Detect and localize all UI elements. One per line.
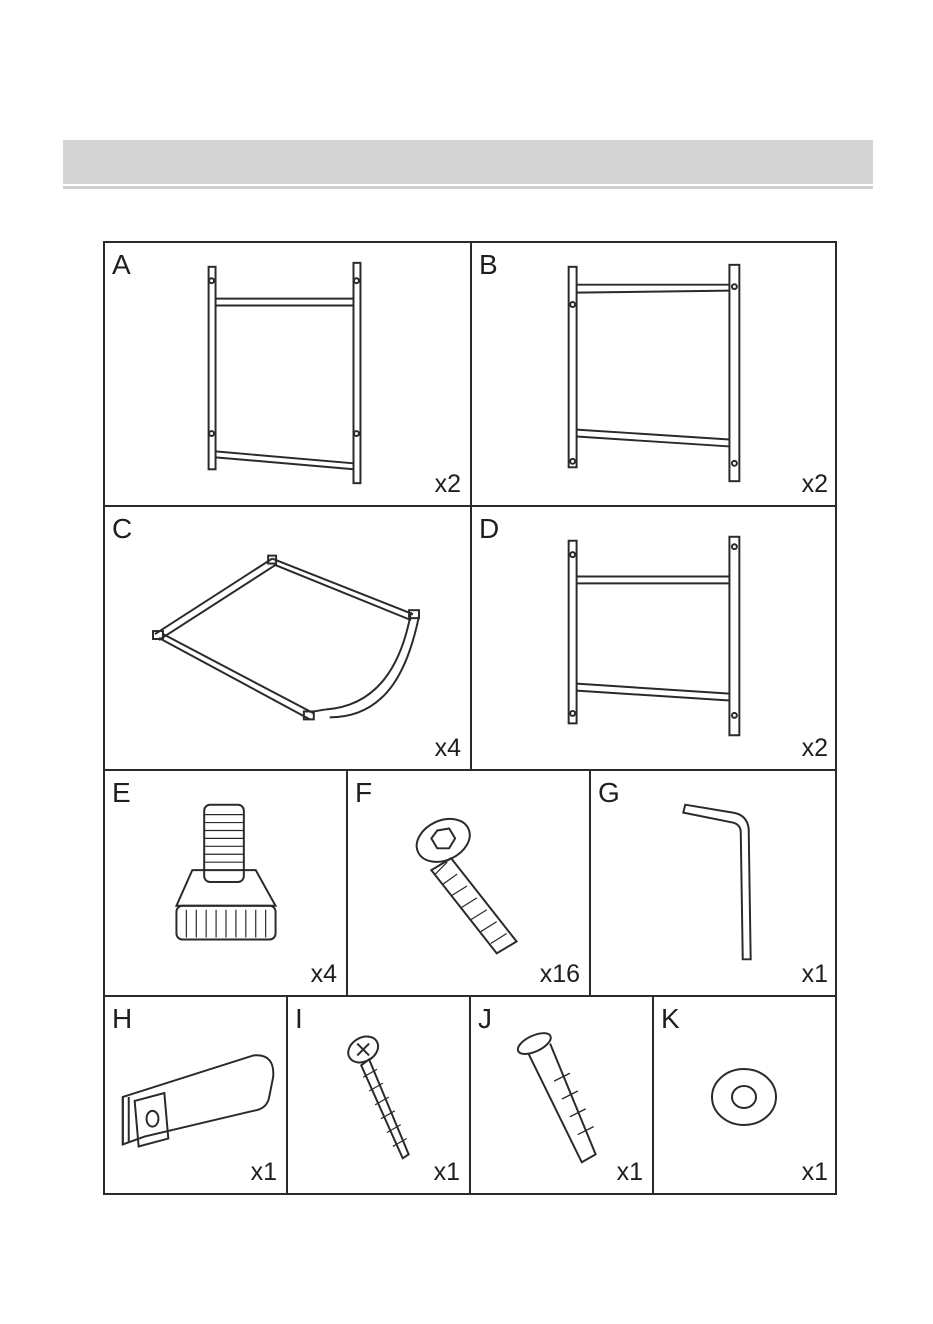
part-quantity: x2 xyxy=(801,470,828,498)
part-quantity: x1 xyxy=(801,960,828,988)
header-bar xyxy=(63,140,873,184)
part-letter: F xyxy=(355,777,373,808)
part-letter: K xyxy=(661,1003,680,1034)
parts-grid xyxy=(103,241,837,1195)
curved-frame-icon xyxy=(105,507,470,769)
part-cell-d xyxy=(472,507,837,771)
part-letter: J xyxy=(478,1003,492,1034)
part-letter: G xyxy=(598,777,620,808)
part-cell-k xyxy=(654,997,837,1193)
part-cell-i xyxy=(288,997,471,1193)
frame-panel-icon xyxy=(472,243,837,505)
part-cell-j xyxy=(471,997,654,1193)
part-quantity: x4 xyxy=(310,960,337,988)
part-letter: E xyxy=(112,777,131,808)
part-quantity: x1 xyxy=(616,1158,643,1186)
frame-panel-icon xyxy=(105,243,470,505)
part-letter: A xyxy=(112,249,131,280)
part-letter: H xyxy=(112,1003,133,1034)
part-cell-f xyxy=(348,771,591,997)
part-cell-e xyxy=(105,771,348,997)
frame-panel-icon xyxy=(472,507,837,769)
part-cell-b xyxy=(472,243,837,507)
header-rule xyxy=(63,186,873,189)
part-cell-c xyxy=(105,507,472,771)
part-cell-a xyxy=(105,243,472,507)
part-letter: B xyxy=(479,249,498,280)
part-letter: C xyxy=(112,513,133,544)
part-cell-g xyxy=(591,771,837,997)
part-quantity: x1 xyxy=(801,1158,828,1186)
part-quantity: x1 xyxy=(433,1158,460,1186)
part-quantity: x1 xyxy=(250,1158,277,1186)
part-quantity: x4 xyxy=(434,734,461,762)
part-letter: D xyxy=(479,513,500,544)
part-quantity: x2 xyxy=(801,734,828,762)
part-quantity: x2 xyxy=(434,470,461,498)
part-letter: I xyxy=(295,1003,303,1034)
allen-key-icon xyxy=(591,771,837,995)
part-cell-h xyxy=(105,997,288,1193)
part-quantity: x16 xyxy=(539,960,580,988)
